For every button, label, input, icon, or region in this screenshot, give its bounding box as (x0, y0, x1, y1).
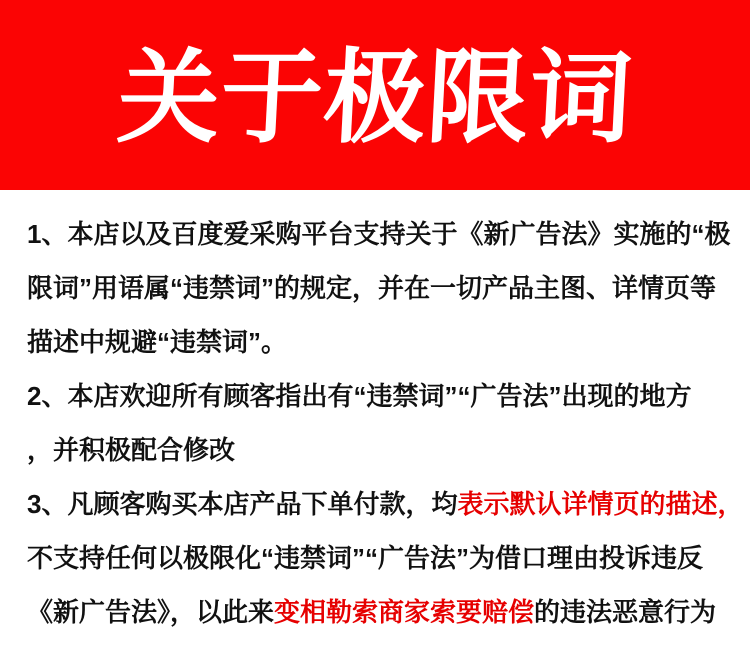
notice-line (27, 207, 731, 261)
notice-line (27, 315, 723, 369)
notice-line (27, 423, 723, 477)
highlight-text-run: 变相勒索商家索要赔偿 (274, 597, 535, 627)
notice-line (27, 531, 723, 585)
text-run: 2、本店欢迎所有顾客指出有“违禁词”“广告法”出现的地方 (27, 381, 692, 411)
text-run: 3、凡顾客购买本店产品下单付款，均 (27, 489, 458, 519)
text-run: 描述中规避“违禁词”。 (27, 327, 288, 357)
notice-lines (27, 207, 744, 639)
text-run: 限词”用语属“违禁词”的规定，并在一切产品主图、详情页等 (27, 273, 717, 303)
text-run: 1、本店以及百度爱采购平台支持关于《新广告法》实施的“极 (27, 219, 731, 249)
notice-body (0, 190, 750, 639)
notice-line (27, 369, 723, 423)
title-banner (0, 0, 750, 190)
text-run: 不支持任何以极限化“违禁词”“广告法”为借口理由投诉违反 (27, 543, 704, 573)
text-run: 《新广告法》，以此来 (27, 597, 275, 627)
page-title: 关于极限词 (114, 41, 636, 155)
text-run: 的违法恶意行为 (534, 597, 717, 627)
highlight-text-run: 表示默认详情页的描述， (457, 489, 744, 519)
notice-line (27, 477, 744, 531)
notice-line (27, 261, 723, 315)
notice-line (27, 585, 723, 639)
text-run: ，并积极配合修改 (27, 435, 236, 465)
